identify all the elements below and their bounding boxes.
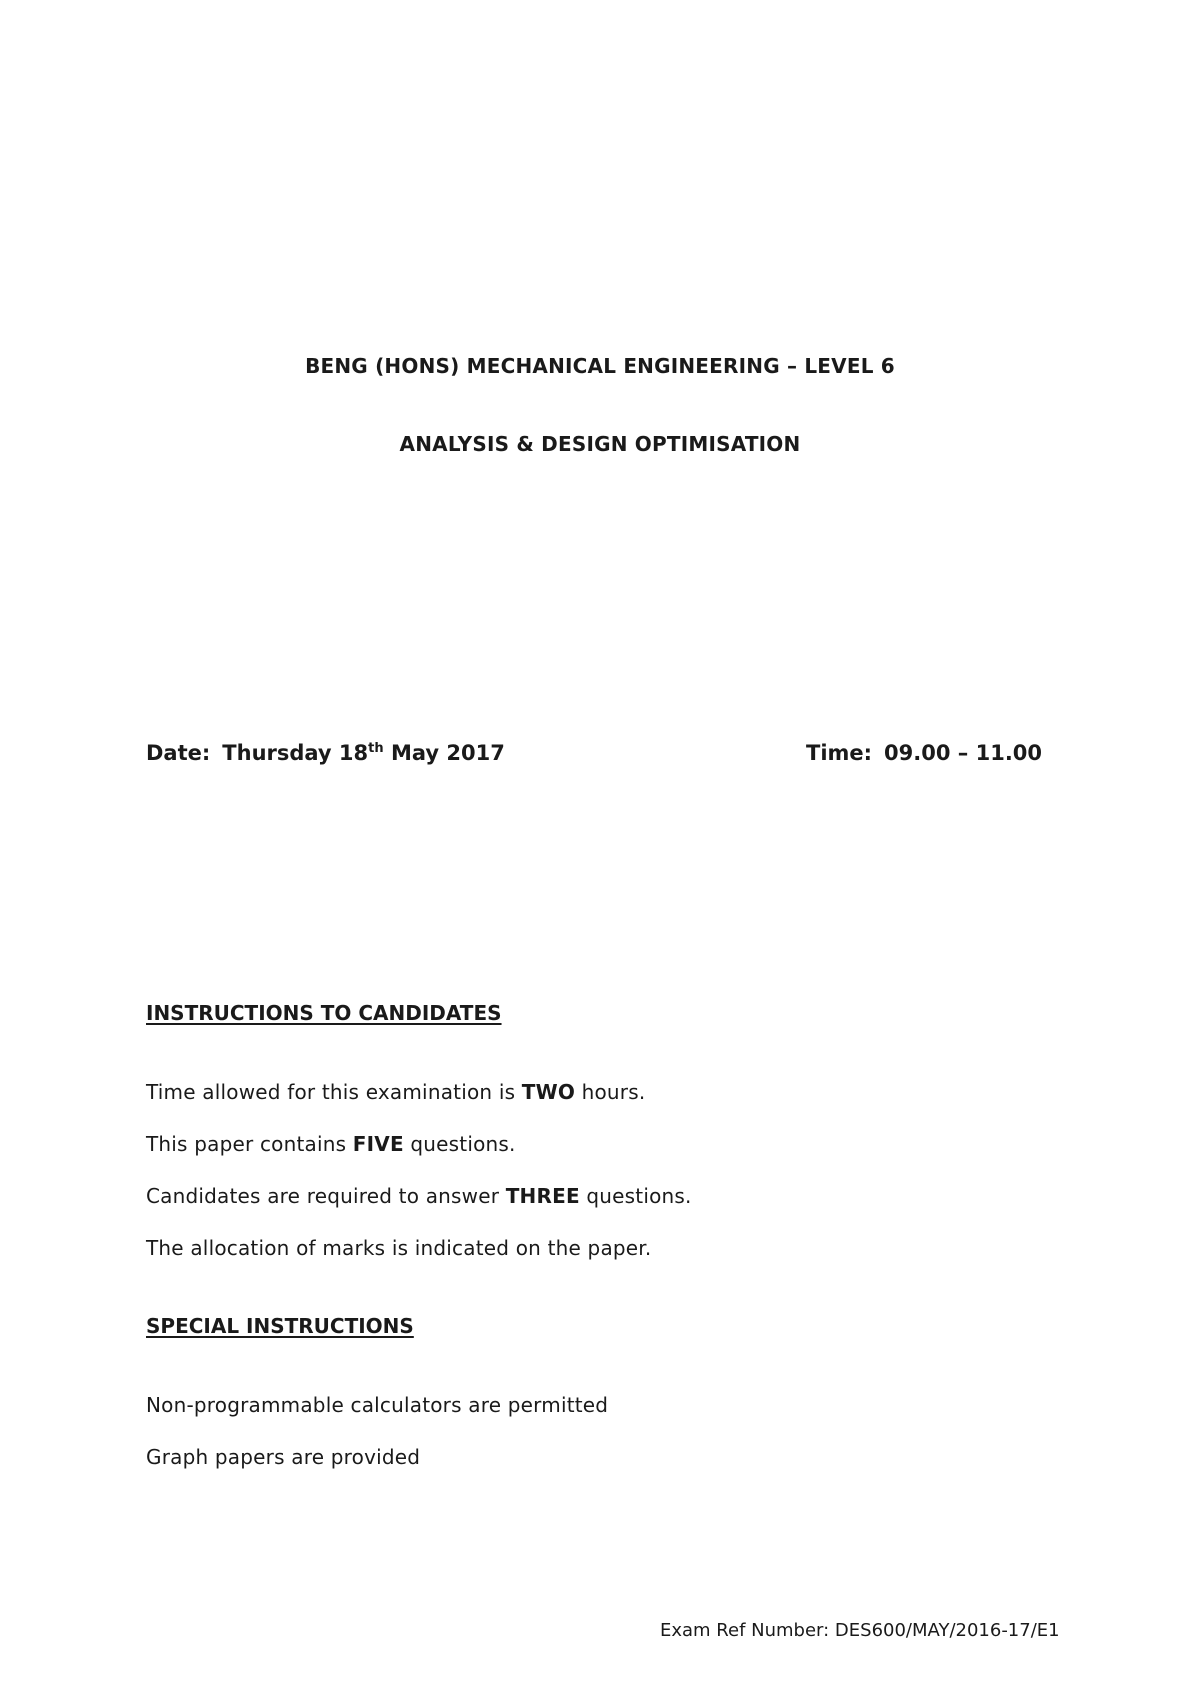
special-instruction-line: Non-programmable calculators are permitted — [146, 1393, 609, 1417]
exam-date — [146, 741, 505, 765]
instruction-line — [146, 1132, 516, 1156]
instruction-line — [146, 1236, 651, 1260]
instruction-line — [146, 1080, 645, 1104]
instruction-text: This paper contains — [146, 1132, 353, 1156]
exam-ref-number: Exam Ref Number: DES600/MAY/2016-17/E1 — [660, 1620, 1060, 1641]
module-title: ANALYSIS & DESIGN OPTIMISATION — [399, 432, 801, 456]
instruction-emphasis: FIVE — [352, 1132, 404, 1156]
instructions-heading: INSTRUCTIONS TO CANDIDATES — [146, 1001, 502, 1025]
special-instructions-heading: SPECIAL INSTRUCTIONS — [146, 1314, 414, 1338]
instruction-text: questions. — [579, 1184, 692, 1208]
instruction-emphasis: TWO — [521, 1080, 576, 1104]
instruction-line — [146, 1184, 692, 1208]
exam-time — [806, 741, 1042, 765]
programme-title: BENG (HONS) MECHANICAL ENGINEERING – LEVEL 6 — [305, 354, 895, 378]
instruction-text: hours. — [575, 1080, 646, 1104]
instruction-text: Time allowed for this examination is — [146, 1080, 522, 1104]
date-month-year: May 2017 — [390, 741, 505, 765]
instruction-text: questions. — [403, 1132, 516, 1156]
instruction-text: Candidates are required to answer — [146, 1184, 506, 1208]
date-label: Date: — [146, 741, 211, 765]
date-day: Thursday 18 — [222, 741, 369, 765]
instruction-emphasis: THREE — [505, 1184, 580, 1208]
time-value: 09.00 – 11.00 — [884, 741, 1043, 765]
special-instruction-line: Graph papers are provided — [146, 1445, 421, 1469]
date-suffix: th — [368, 741, 384, 756]
instruction-text: The allocation of marks is indicated on the paper. — [146, 1236, 652, 1260]
time-label: Time: — [806, 741, 873, 765]
